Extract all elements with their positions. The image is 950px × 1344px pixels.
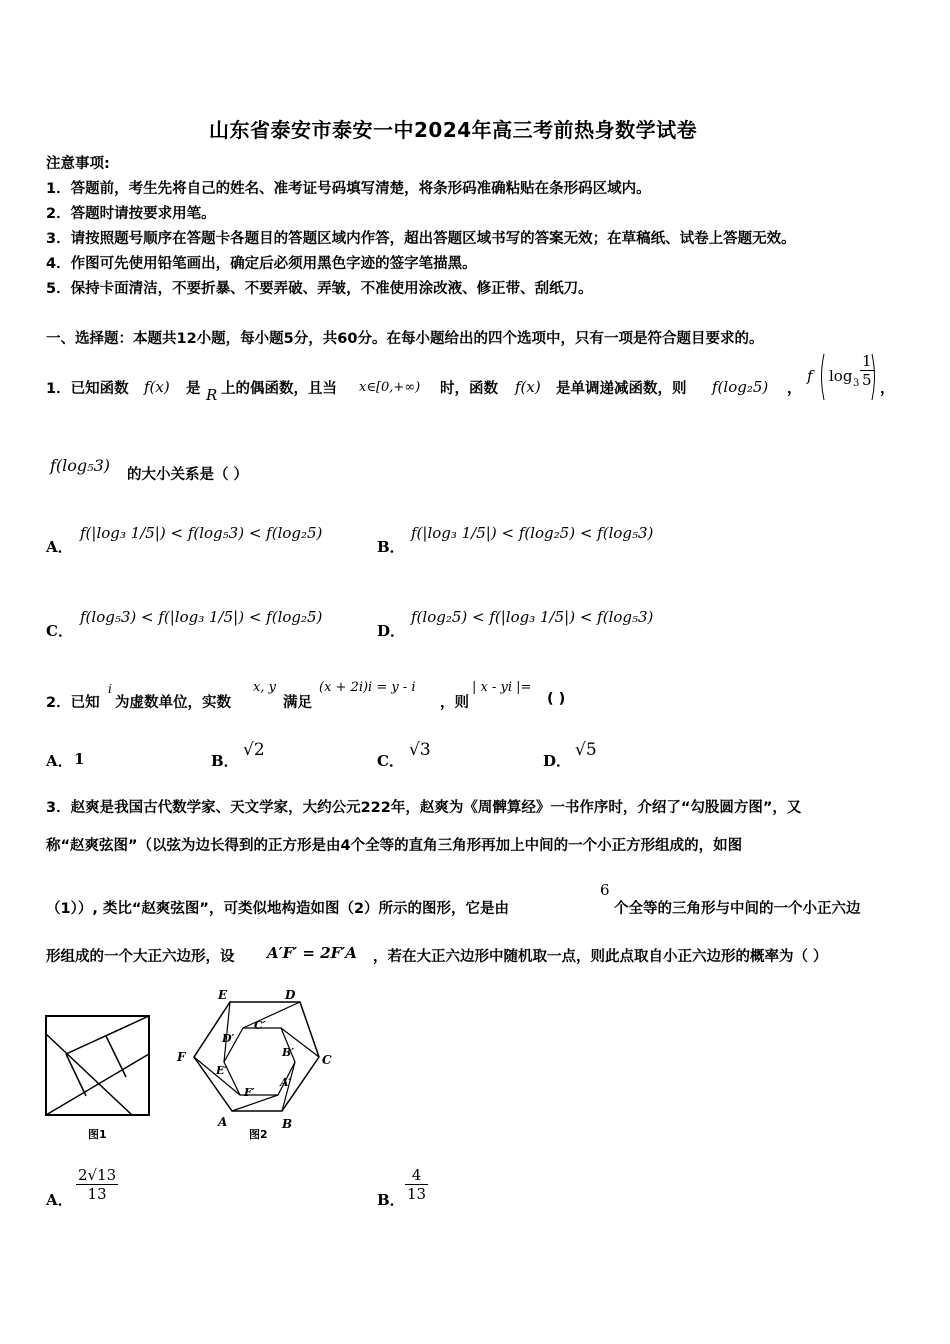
figure-1-caption: 图1 — [88, 1128, 107, 1141]
q2-text: 满足 — [283, 695, 312, 711]
q3-math: 6 — [600, 881, 610, 899]
point-label: D — [285, 988, 296, 1002]
page-title: 山东省泰安市泰安一中2024年高三考前热身数学试卷 — [209, 118, 698, 142]
option-label: A． — [46, 538, 73, 556]
figure-1-diagram — [44, 1014, 152, 1118]
point-label: F′ — [244, 1086, 255, 1099]
point-label: B′ — [282, 1046, 295, 1059]
q1-text: 是 — [186, 381, 201, 397]
point-label: C′ — [254, 1019, 266, 1032]
option-label: A． — [46, 752, 73, 770]
q1-math: f — [807, 367, 813, 385]
option-label: B． — [211, 752, 239, 770]
option-label: C． — [46, 622, 73, 640]
q2-text: 2．已知 — [46, 695, 100, 711]
q1-text: 时，函数 — [440, 381, 498, 397]
point-label: C — [322, 1053, 332, 1067]
q3-math: A′F′ = 2F′A — [267, 944, 357, 962]
option-label: C． — [377, 752, 404, 770]
q3-text: 形组成的一个大正六边形，设 — [46, 949, 235, 965]
figure-2-caption: 图2 — [249, 1128, 268, 1141]
q2-math: x, y — [253, 680, 276, 695]
q3-text: 个全等的三角形与中间的一个小正六边 — [614, 901, 861, 917]
figure-2-diagram — [172, 985, 342, 1135]
q3-text: （1））, 类比“赵爽弦图”，可类似地构造如图（2）所示的图形，它是由 — [46, 901, 510, 917]
option-text: 1 — [74, 750, 85, 768]
notice-item: 2．答题时请按要求用笔。 — [46, 206, 216, 222]
option-text: f(|log₃ 1/5|) < f(log₅3) < f(log₂5) — [80, 524, 323, 542]
option-text: √2 — [243, 740, 265, 760]
q3-text: 称“赵爽弦图”（以弦为边长得到的正方形是由4个全等的直角三角形再加上中间的一个小正方形组成的，如图 — [46, 838, 743, 854]
q1-math: f(x) — [144, 378, 170, 396]
q2-text: ，则 — [440, 695, 469, 711]
notice-item: 5．保持卡面清洁，不要折暴、不要弄破、弄皱，不准使用涂改液、修正带、刮纸刀。 — [46, 281, 593, 297]
notice-item: 3．请按照题号顺序在答题卡各题目的答题区域内作答，超出答题区域书写的答案无效；在草稿纸、试卷上答题无效。 — [46, 231, 796, 247]
option-text: √5 — [575, 740, 597, 760]
point-label: E — [218, 988, 228, 1002]
q1-text: ， — [880, 381, 895, 397]
section-heading: 一、选择题：本题共12小题，每小题5分，共60分。在每小题给出的四个选项中，只有一项是符合题目要求的。 — [46, 331, 764, 347]
notice-heading: 注意事项: — [46, 156, 110, 172]
point-label: D′ — [222, 1032, 235, 1045]
option-label: B． — [377, 538, 405, 556]
q1-text: 的大小关系是（ ） — [127, 467, 249, 483]
q1-math: f(x) — [515, 378, 541, 396]
q3-text: ，若在大正六边形中随机取一点，则此点取自小正六边形的概率为（ ） — [373, 949, 828, 965]
q1-text: ， — [787, 381, 802, 397]
notice-item: 1．答题前，考生先将自己的姓名、准考证号码填写清楚，将条形码准确粘贴在条形码区域内。 — [46, 181, 651, 197]
q2-math: | x - yi |= — [472, 680, 532, 695]
option-label: D． — [377, 622, 406, 640]
q3-text: 3．赵爽是我国古代数学家、天文学家，大约公元222年，赵爽为《周髀算经》一书作序时，介绍了“勾股圆方图”，又 — [46, 800, 802, 816]
option-text: √3 — [409, 740, 431, 760]
q1-math: log — [829, 367, 853, 385]
fraction: $\frac{1}{5}$ — [862, 352, 872, 389]
option-label: D． — [543, 752, 572, 770]
point-label: F — [177, 1050, 186, 1064]
q2-text: 为虚数单位，实数 — [115, 695, 231, 711]
q2-math: (x + 2i)i = y - i — [319, 680, 416, 695]
fraction: $\frac{2√13}{13}$ — [78, 1166, 117, 1203]
q1-text: 上的偶函数，且当 — [221, 381, 337, 397]
q1-math: f(log₂5) — [712, 378, 769, 396]
q1-text: 1．已知函数 — [46, 381, 129, 397]
option-text: f(log₅3) < f(|log₃ 1/5|) < f(log₂5) — [80, 608, 323, 626]
q1-math: f(log₅3) — [50, 456, 110, 475]
q1-text: 是单调递减函数，则 — [556, 381, 687, 397]
point-label: E′ — [216, 1064, 228, 1077]
point-label: B — [282, 1117, 293, 1131]
option-text: f(log₂5) < f(|log₃ 1/5|) < f(log₅3) — [411, 608, 654, 626]
q1-math: x∈[0,+∞) — [359, 380, 421, 395]
q2-math: i — [108, 682, 112, 696]
point-label: A′ — [280, 1076, 292, 1089]
q1-math: 3 — [853, 378, 860, 389]
q2-text: ( ) — [547, 691, 566, 707]
q1-math: R — [206, 386, 218, 404]
option-label: B． — [377, 1191, 405, 1209]
option-label: A． — [46, 1191, 73, 1209]
notice-item: 4．作图可先使用铅笔画出，确定后必须用黑色字迹的签字笔描黑。 — [46, 256, 477, 272]
fraction: $\frac{4}{13}$ — [407, 1166, 427, 1203]
point-label: A — [218, 1115, 228, 1129]
option-text: f(|log₃ 1/5|) < f(log₂5) < f(log₅3) — [411, 524, 654, 542]
